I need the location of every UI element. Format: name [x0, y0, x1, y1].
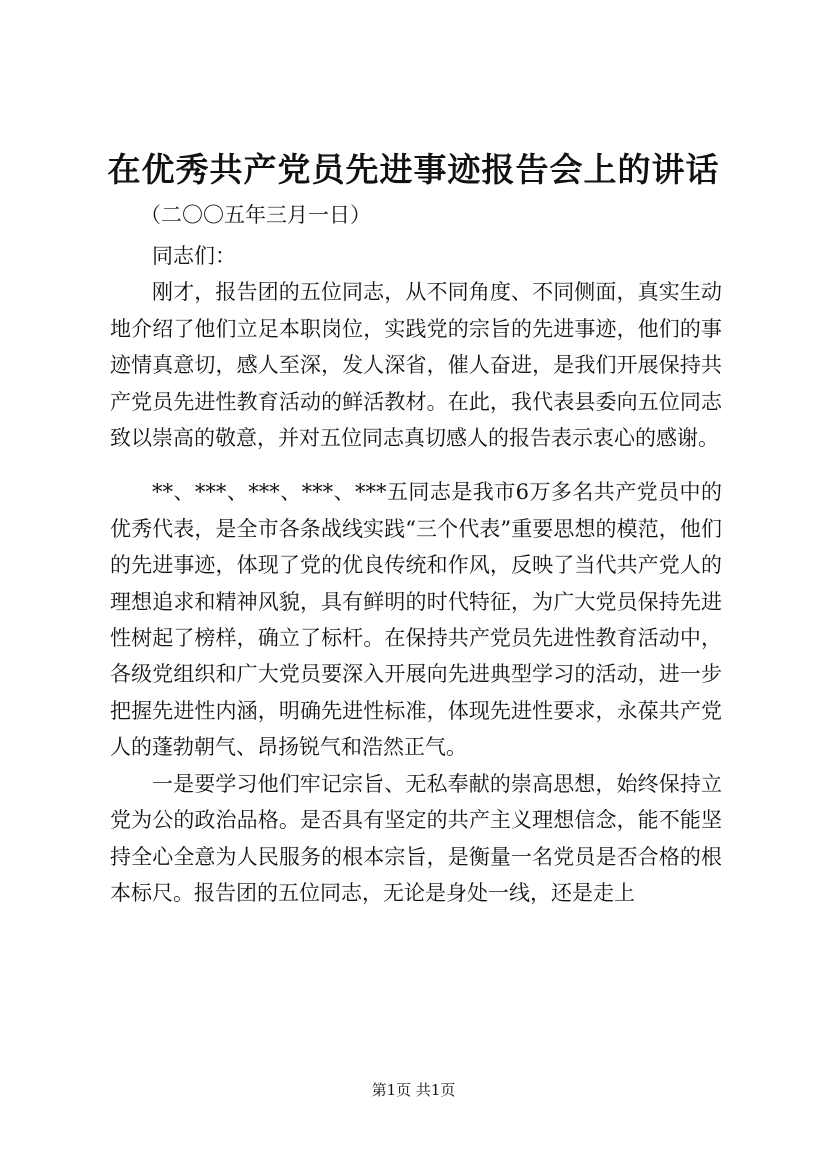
- speech-date: （二〇〇五年三月一日）: [140, 203, 371, 227]
- salutation: 同志们：: [152, 244, 236, 268]
- paragraph-2: **、***、***、***、***五同志是我市6万多名共产党员中的优秀代表，是全市各条战线实践“三个代表”重要思想的模范，他们的先进事迹，体现了党的优良传统和作风，反映了当代共产党人的理想追求和精神风貌，具有鲜明的时代特征，为广大党员保持先进性树起了榜样，确立了标杆。在保持共产党员先进性教育活动中，各级党组织和广大党员要深入开展向先进典型学习的活动，进一步把握先进性内涵，明确先进性标准，体现先进性要求，永葆共产党人的蓬勃朝气、昂扬锐气和浩然正气。: [110, 480, 722, 760]
- page-title: 在优秀共产党员先进事迹报告会上的讲话: [107, 150, 720, 189]
- document-body: [110, 238, 722, 911]
- paragraph-1: 刚才，报告团的五位同志，从不同角度、不同侧面，真实生动地介绍了他们立足本职岗位，实践党的宗旨的先进事迹，他们的事迹情真意切，感人至深，发人深省，催人奋进，是我们开展保持共产党员先进性教育活动的鲜活教材。在此，我代表县委向五位同志致以崇高的敬意，并对五位同志真切感人的报告表示衷心的感谢。: [110, 280, 722, 451]
- page-footer: 第1页 共1页: [371, 1081, 456, 1099]
- paragraph-3: 一是要学习他们牢记宗旨、无私奉献的崇高思想，始终保持立党为公的政治品格。是否具有坚定的共产主义理想信念，能不能坚持全心全意为人民服务的根本宗旨，是衡量一名党员是否合格的根本标尺。报告团的五位同志，无论是身处一线，还是走上: [110, 771, 722, 905]
